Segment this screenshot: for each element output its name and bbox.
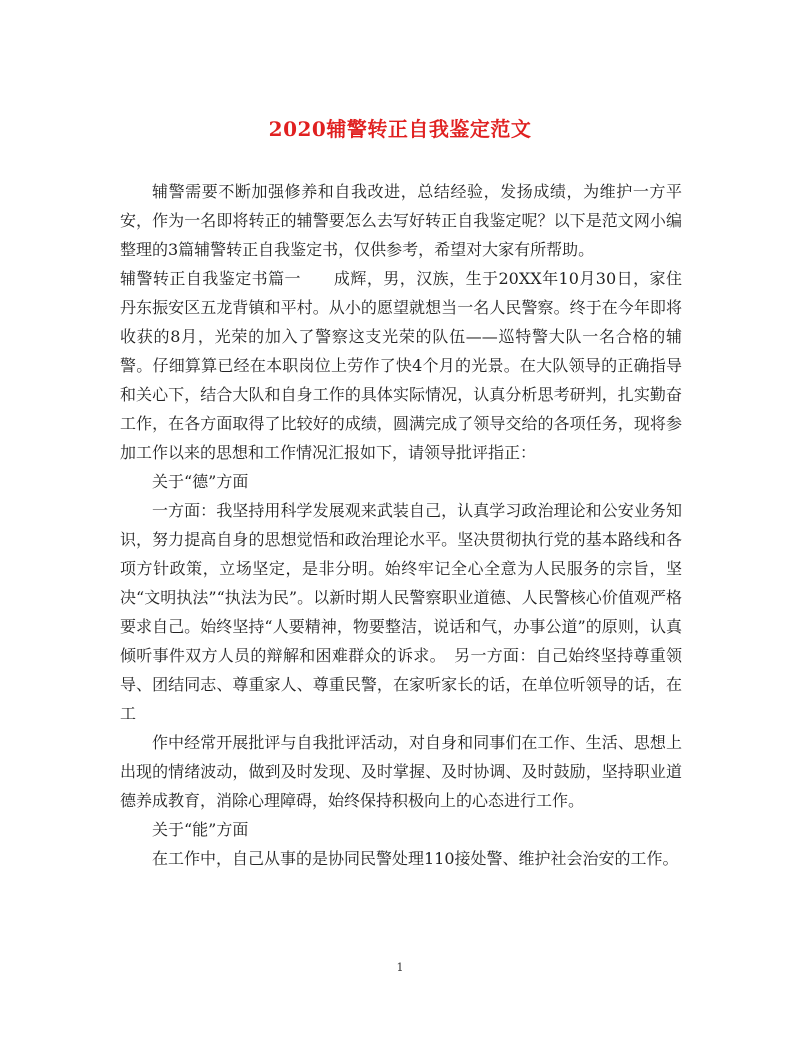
heading-de: 关于“德”方面 (152, 472, 249, 491)
intro-paragraph: 辅警需要不断加强修养和自我改进，总结经验，发扬成绩，为维护一方平安，作为一名即将转正的辅警要怎么去写好转正自我鉴定呢？以下是范文网小编整理的3篇辅警转正自我鉴定书，仅供参考，希望对大家有所帮助。 (120, 182, 682, 259)
heading-neng: 关于“能”方面 (152, 820, 249, 839)
neng-paragraph: 在工作中，自己从事的是协同民警处理110接处警、维护社会治安的工作。 (152, 849, 679, 868)
page-number: 1 (396, 961, 404, 974)
de-paragraph-continued: 作中经常开展批评与自我批评活动，对自身和同事们在工作、生活、思想上出现的情绪波动，做到及时发现、及时掌握、及时协调、及时鼓励，坚持职业道德养成教育，消除心理障碍，始终保持积极向上的心态进行工作。 (120, 733, 682, 810)
document-body (120, 177, 682, 873)
section-one-paragraph: 辅警转正自我鉴定书篇一 成辉，男，汉族，生于20XX年10月30日，家住丹东振安区五龙背镇和平村。从小的愿望就想当一名人民警察。终于在今年即将收获的8月，光荣的加入了警察这支光荣的队伍——巡特警大队一名合格的辅警。仔细算算已经在本职岗位上劳作了快4个月的光景。在大队领导的正确指导和关心下，结合大队和自身工作的具体实际情况，认真分析思考研判，扎实勤奋工作，在各方面取得了比较好的成绩，圆满完成了领导交给的各项任务，现将参加工作以来的思想和工作情况汇报如下，请领导批评指正： (120, 269, 682, 462)
document-title: 2020辅警转正自我鉴定范文 (268, 117, 532, 141)
de-paragraph: 一方面：我坚持用科学发展观来武装自己，认真学习政治理论和公安业务知识，努力提高自身的思想觉悟和政治理论水平。坚决贯彻执行党的基本路线和各项方针政策，立场坚定，是非分明。始终牢记全心全意为人民服务的宗旨，坚决“文明执法”“执法为民”。以新时期人民警察职业道德、人民警核心价值观严格要求自己。始终坚持“人要精神，物要整洁，说话和气，办事公道”的原则，认真倾听事件双方人员的辩解和困难群众的诉求。 另一方面：自己始终坚持尊重领导、团结同志、尊重家人、尊重民警，在家听家长的话，在单位听领导的话，在工 (120, 501, 682, 723)
